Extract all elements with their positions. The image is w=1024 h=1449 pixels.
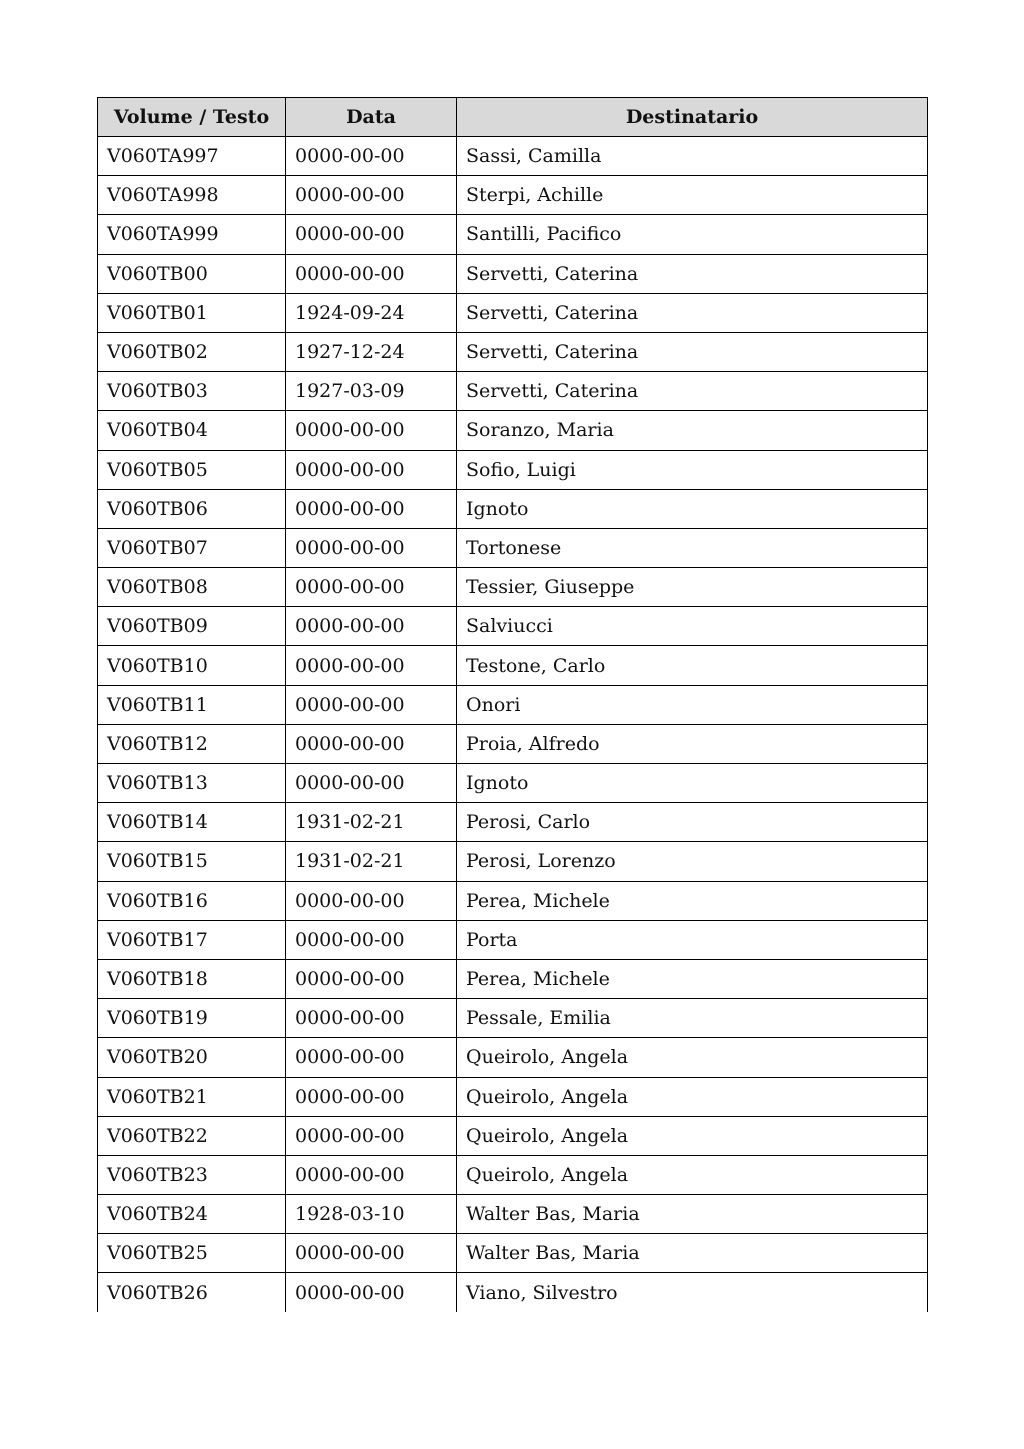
table-row bbox=[98, 1273, 928, 1312]
table-row bbox=[98, 1116, 928, 1155]
cell-date: 0000-00-00 bbox=[286, 685, 457, 724]
table-row bbox=[98, 764, 928, 803]
cell-recipient: Servetti, Caterina bbox=[457, 293, 928, 332]
cell-date: 0000-00-00 bbox=[286, 1116, 457, 1155]
cell-volume: V060TB18 bbox=[98, 959, 286, 998]
table-row bbox=[98, 685, 928, 724]
cell-volume: V060TB09 bbox=[98, 607, 286, 646]
table-row bbox=[98, 999, 928, 1038]
table-row bbox=[98, 646, 928, 685]
column-header-recipient: Destinatario bbox=[457, 98, 928, 137]
table-row bbox=[98, 332, 928, 371]
cell-recipient: Queirolo, Angela bbox=[457, 1077, 928, 1116]
table-row bbox=[98, 842, 928, 881]
cell-volume: V060TB25 bbox=[98, 1234, 286, 1273]
cell-volume: V060TB07 bbox=[98, 528, 286, 567]
cell-date: 0000-00-00 bbox=[286, 137, 457, 176]
cell-recipient: Servetti, Caterina bbox=[457, 332, 928, 371]
cell-recipient: Salviucci bbox=[457, 607, 928, 646]
table-row bbox=[98, 803, 928, 842]
cell-date: 0000-00-00 bbox=[286, 724, 457, 763]
cell-volume: V060TA997 bbox=[98, 137, 286, 176]
table-row bbox=[98, 1234, 928, 1273]
cell-date: 0000-00-00 bbox=[286, 1273, 457, 1312]
cell-recipient: Walter Bas, Maria bbox=[457, 1234, 928, 1273]
cell-date: 0000-00-00 bbox=[286, 528, 457, 567]
cell-recipient: Proia, Alfredo bbox=[457, 724, 928, 763]
table-row bbox=[98, 1155, 928, 1194]
cell-recipient: Pessale, Emilia bbox=[457, 999, 928, 1038]
cell-date: 0000-00-00 bbox=[286, 411, 457, 450]
cell-volume: V060TB05 bbox=[98, 450, 286, 489]
table-row bbox=[98, 215, 928, 254]
table-row bbox=[98, 1195, 928, 1234]
table-row bbox=[98, 176, 928, 215]
table-row bbox=[98, 528, 928, 567]
letters-table bbox=[97, 97, 928, 1312]
cell-volume: V060TB23 bbox=[98, 1155, 286, 1194]
cell-date: 0000-00-00 bbox=[286, 607, 457, 646]
cell-volume: V060TB11 bbox=[98, 685, 286, 724]
cell-date: 0000-00-00 bbox=[286, 881, 457, 920]
table-header bbox=[98, 98, 928, 137]
cell-volume: V060TB00 bbox=[98, 254, 286, 293]
cell-date: 1931-02-21 bbox=[286, 842, 457, 881]
cell-date: 1927-12-24 bbox=[286, 332, 457, 371]
cell-recipient: Perea, Michele bbox=[457, 959, 928, 998]
table-row bbox=[98, 489, 928, 528]
cell-date: 0000-00-00 bbox=[286, 568, 457, 607]
cell-recipient: Viano, Silvestro bbox=[457, 1273, 928, 1312]
cell-date: 0000-00-00 bbox=[286, 1038, 457, 1077]
cell-volume: V060TB26 bbox=[98, 1273, 286, 1312]
cell-date: 0000-00-00 bbox=[286, 646, 457, 685]
cell-date: 0000-00-00 bbox=[286, 176, 457, 215]
cell-volume: V060TB06 bbox=[98, 489, 286, 528]
cell-volume: V060TB17 bbox=[98, 920, 286, 959]
table-row bbox=[98, 450, 928, 489]
cell-volume: V060TB16 bbox=[98, 881, 286, 920]
table-row bbox=[98, 1038, 928, 1077]
cell-date: 0000-00-00 bbox=[286, 920, 457, 959]
cell-recipient: Sterpi, Achille bbox=[457, 176, 928, 215]
cell-date: 0000-00-00 bbox=[286, 999, 457, 1038]
cell-volume: V060TB03 bbox=[98, 372, 286, 411]
cell-date: 0000-00-00 bbox=[286, 1155, 457, 1194]
cell-volume: V060TB15 bbox=[98, 842, 286, 881]
table-row bbox=[98, 254, 928, 293]
cell-recipient: Tessier, Giuseppe bbox=[457, 568, 928, 607]
cell-volume: V060TB12 bbox=[98, 724, 286, 763]
cell-recipient: Porta bbox=[457, 920, 928, 959]
cell-volume: V060TB20 bbox=[98, 1038, 286, 1077]
cell-date: 0000-00-00 bbox=[286, 1234, 457, 1273]
cell-recipient: Walter Bas, Maria bbox=[457, 1195, 928, 1234]
column-header-date: Data bbox=[286, 98, 457, 137]
cell-date: 1927-03-09 bbox=[286, 372, 457, 411]
cell-recipient: Queirolo, Angela bbox=[457, 1155, 928, 1194]
cell-volume: V060TB19 bbox=[98, 999, 286, 1038]
cell-recipient: Servetti, Caterina bbox=[457, 372, 928, 411]
cell-volume: V060TB24 bbox=[98, 1195, 286, 1234]
cell-recipient: Queirolo, Angela bbox=[457, 1116, 928, 1155]
cell-date: 0000-00-00 bbox=[286, 1077, 457, 1116]
cell-volume: V060TB22 bbox=[98, 1116, 286, 1155]
table-row bbox=[98, 1077, 928, 1116]
cell-date: 0000-00-00 bbox=[286, 764, 457, 803]
cell-date: 0000-00-00 bbox=[286, 215, 457, 254]
table-body bbox=[98, 137, 928, 1313]
cell-recipient: Sofio, Luigi bbox=[457, 450, 928, 489]
cell-recipient: Santilli, Pacifico bbox=[457, 215, 928, 254]
cell-recipient: Onori bbox=[457, 685, 928, 724]
cell-recipient: Testone, Carlo bbox=[457, 646, 928, 685]
cell-volume: V060TB04 bbox=[98, 411, 286, 450]
table-row bbox=[98, 372, 928, 411]
cell-date: 1931-02-21 bbox=[286, 803, 457, 842]
cell-volume: V060TA999 bbox=[98, 215, 286, 254]
cell-recipient: Sassi, Camilla bbox=[457, 137, 928, 176]
cell-volume: V060TB10 bbox=[98, 646, 286, 685]
cell-date: 0000-00-00 bbox=[286, 450, 457, 489]
cell-volume: V060TB21 bbox=[98, 1077, 286, 1116]
table-row bbox=[98, 881, 928, 920]
cell-volume: V060TB08 bbox=[98, 568, 286, 607]
cell-date: 0000-00-00 bbox=[286, 489, 457, 528]
cell-recipient: Servetti, Caterina bbox=[457, 254, 928, 293]
cell-recipient: Perea, Michele bbox=[457, 881, 928, 920]
table-row bbox=[98, 920, 928, 959]
cell-recipient: Soranzo, Maria bbox=[457, 411, 928, 450]
cell-volume: V060TB02 bbox=[98, 332, 286, 371]
cell-recipient: Queirolo, Angela bbox=[457, 1038, 928, 1077]
cell-recipient: Perosi, Lorenzo bbox=[457, 842, 928, 881]
cell-recipient: Perosi, Carlo bbox=[457, 803, 928, 842]
cell-volume: V060TA998 bbox=[98, 176, 286, 215]
cell-recipient: Ignoto bbox=[457, 764, 928, 803]
cell-recipient: Tortonese bbox=[457, 528, 928, 567]
table-row bbox=[98, 724, 928, 763]
cell-recipient: Ignoto bbox=[457, 489, 928, 528]
table-row bbox=[98, 607, 928, 646]
table-row bbox=[98, 959, 928, 998]
cell-date: 1928-03-10 bbox=[286, 1195, 457, 1234]
cell-date: 0000-00-00 bbox=[286, 254, 457, 293]
table-row bbox=[98, 411, 928, 450]
cell-volume: V060TB14 bbox=[98, 803, 286, 842]
table-row bbox=[98, 137, 928, 176]
cell-volume: V060TB01 bbox=[98, 293, 286, 332]
cell-date: 1924-09-24 bbox=[286, 293, 457, 332]
table-row bbox=[98, 293, 928, 332]
cell-date: 0000-00-00 bbox=[286, 959, 457, 998]
table-row bbox=[98, 568, 928, 607]
column-header-volume: Volume / Testo bbox=[98, 98, 286, 137]
header-row bbox=[98, 98, 928, 137]
cell-volume: V060TB13 bbox=[98, 764, 286, 803]
